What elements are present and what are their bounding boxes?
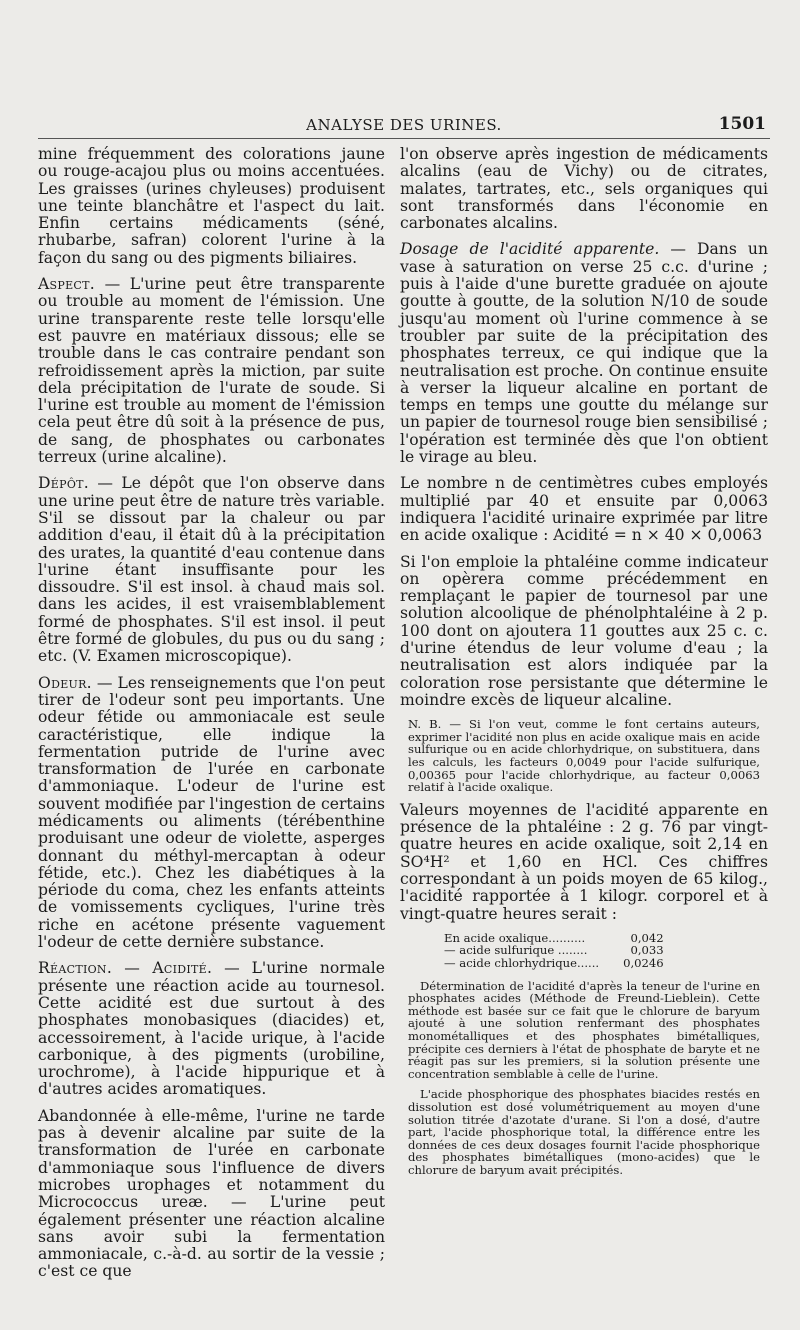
paragraph-abandonnee: Abandonnée à elle-même, l'urine ne tarde pas à devenir alcaline par suite de la transformation de l'urée en carbonate d'ammoniaque sous l'influence de divers microbes urophages et notamment du Micrococcus ureæ. — L'urine peut également présenter une réaction alcaline sans avoir subi la fermentation ammoniacale, c.-à-d. au sortir de la vessie ; c'est ce que: [38, 1106, 385, 1281]
note-nb: N. B. — Si l'on veut, comme le font certains auteurs, exprimer l'acidité non plus en acide oxalique mais en acide sulfurique ou en acide chlorhydrique, on substituera, dans les calculs, les facteurs 0,0049 pour l'acide sulfurique, 0,00365 pour l'acide chlorhydrique, au facteur 0,0063 relatif à l'acide oxalique.: [408, 717, 760, 795]
section-title-odeur: Odeur.: [38, 673, 92, 692]
table-row: [440, 957, 668, 970]
note-determination: Détermination de l'acidité d'après la teneur de l'urine en phosphates acides (Méthode de Freund-Lieblein). Cette méthode est basée sur ce fait que le chlorure de baryum ajouté à une solution renfermant des phosphates monométalliques et des phosphates bimétalliques, précipite ces derniers à l'état de phosphate de baryte et ne réagit pas sur les premiers, si la solution présente une concentration semblable à celle de l'urine.: [408, 978, 760, 1081]
reaction-text: — L'urine normale présente une réaction acide au tournesol. Cette acidité est due surtout à des phosphates monobasiques (diacides) et, accessoirement, à l'acide urique, à l'acide carbonique, à des pigments (urobiline, urochrome), à l'acide hippurique et à d'autres acides aromatiques.: [38, 959, 386, 1099]
paragraph-odeur: [38, 675, 385, 952]
table-cell-label: — acide sulfurique ........: [444, 943, 588, 958]
dosage-text: — Dans un vase à saturation on verse 25 c.c. d'urine ; puis à l'aide d'une burette graduée on ajoute goutte à goutte, de la solution N/10 de soude jusqu'au moment où l'urine commence à se troubler par suite de la précipitation des phosphates terreux, ce qui indique que la neutralisation est proche. On continue ensuite à verser la liqueur alcaline en portant de temps en temps une goutte du mélange sur un papier de tournesol rouge bien sensibilisé ; l'opération est terminée dès que l'on obtient le virage au bleu.: [400, 240, 768, 467]
acidity-table: [440, 932, 668, 970]
page-number: 1501: [718, 114, 766, 134]
paragraph-phtaleine: Si l'on emploie la phtaléine comme indicateur on opèrera comme précédemment en remplaçant le papier de tournesol par une solution alcoolique de phénolphtaléine à 2 p. 100 dont on ajoutera 11 gouttes aux 25 c. c. d'urine étendus de leur volume d'eau ; la neutralisation est alors indiquée par la coloration rose persistante que détermine le moindre excès de liqueur alcaline.: [400, 552, 768, 709]
paragraph-medicaments: l'on observe après ingestion de médicaments alcalins (eau de Vichy) ou de citrates, malates, tartrates, etc., sels organiques qui sont transformés dans l'économie en carbonates alcalins.: [400, 145, 768, 233]
page-header: [38, 116, 770, 139]
paragraph-dosage: [400, 241, 768, 466]
note-acide-phosphorique: L'acide phosphorique des phosphates biacides restés en dissolution est dosé volumétriquement au moyen d'une solution titrée d'azotate d'urane. Si l'on a dosé, d'autre part, l'acide phosphorique total, la différence entre les données de ces deux dosages fournit l'acide phosphorique des phosphates bimétalliques (mono-acides) que le chlorure de baryum avait précipités.: [408, 1087, 760, 1177]
table-cell-value: 0,0246: [623, 956, 664, 971]
section-title-depot: Dépôt.: [38, 474, 90, 493]
running-title: ANALYSE DES URINES.: [306, 116, 502, 134]
depot-text: — Le dépôt que l'on observe dans une urine peut être de nature très variable. S'il se dissout par la chaleur ou par addition d'eau, il était dû à la précipitation des urates, la quantité d'eau contenue dans l'urine étant insuffisante pour les dissoudre. S'il est insol. à chaud mais sol. dans les acides, il est vraisemblablement formé de phosphates. S'il est insol. il peut être formé de globules, du pus ou du sang ; etc. (V. Examen microscopique).: [38, 474, 385, 666]
left-column: [38, 146, 385, 1290]
paragraph-aspect: [38, 276, 385, 466]
paragraph-depot: [38, 475, 385, 665]
paragraph-colorations: mine fréquemment des colorations jaune ou rouge-acajou plus ou moins accentuées. Les graisses (urines chyleuses) produisent une teinte blanchâtre et l'aspect du lait. Enfin certains médicaments (séné, rhubarbe, safran) colorent l'urine à la façon du sang ou des pigments biliaires.: [38, 145, 385, 267]
right-column: [400, 146, 768, 1185]
table-cell-value: 0,042: [630, 930, 664, 945]
paragraph-valeurs: Valeurs moyennes de l'acidité apparente en présence de la phtaléine : 2 g. 76 par vingt-quatre heures en acide oxalique, soit 2,14 en SO⁴H² et 1,60 en HCl. Ces chiffres correspondant à un poids moyen de 65 kilog., l'acidité rapportée à 1 kilogr. corporel et à vingt-quatre heures serait :: [400, 800, 768, 923]
table-cell-label: — acide chlorhydrique......: [444, 956, 600, 971]
aspect-text: — L'urine peut être transparente ou trouble au moment de l'émission. Une urine transparente reste telle lorsqu'elle est pauvre en matériaux dissous; elle se trouble dans le cas contraire pendant son refroidissement après la miction, par suite dela précipitation de l'urate de soude. Si l'urine est trouble au moment de l'émission cela peut être dû soit à la présence de pus, de sang, de phosphates ou carbonates terreux (urine alcaline).: [38, 275, 385, 467]
section-title-aspect: Aspect.: [38, 275, 96, 294]
paragraph-reaction: [38, 960, 385, 1098]
table-cell-value: 0,033: [630, 943, 664, 958]
section-title-reaction: Réaction. — Acidité.: [38, 959, 213, 978]
section-title-dosage: Dosage de l'acidité apparente.: [400, 240, 660, 259]
odeur-text: — Les renseignements que l'on peut tirer de l'odeur sont peu importants. Une odeur fétide ou ammoniacale est seule caractéristique, elle indique la fermentation putride de l'urine avec transformation de l'urée en carbonate d'ammoniaque. L'odeur de l'urine est souvent modifiée par l'ingestion de certains médicaments ou aliments (térébenthine produisant une odeur de violette, asperges donnant du méthyl-mercaptan à odeur fétide, etc.). Chez les diabétiques à la période du coma, chez les enfants atteints de vomissements cycliques, l'urine très riche en acétone présente vaguement l'odeur de cette dernière substance.: [38, 673, 385, 952]
paragraph-nombre: Le nombre n de centimètres cubes employés multiplié par 40 et ensuite par 0,0063 indiquera l'acidité urinaire exprimée par litre en acide oxalique : Acidité = n × 40 × 0,0063: [400, 474, 768, 545]
table-cell-label: En acide oxalique..........: [444, 930, 586, 945]
